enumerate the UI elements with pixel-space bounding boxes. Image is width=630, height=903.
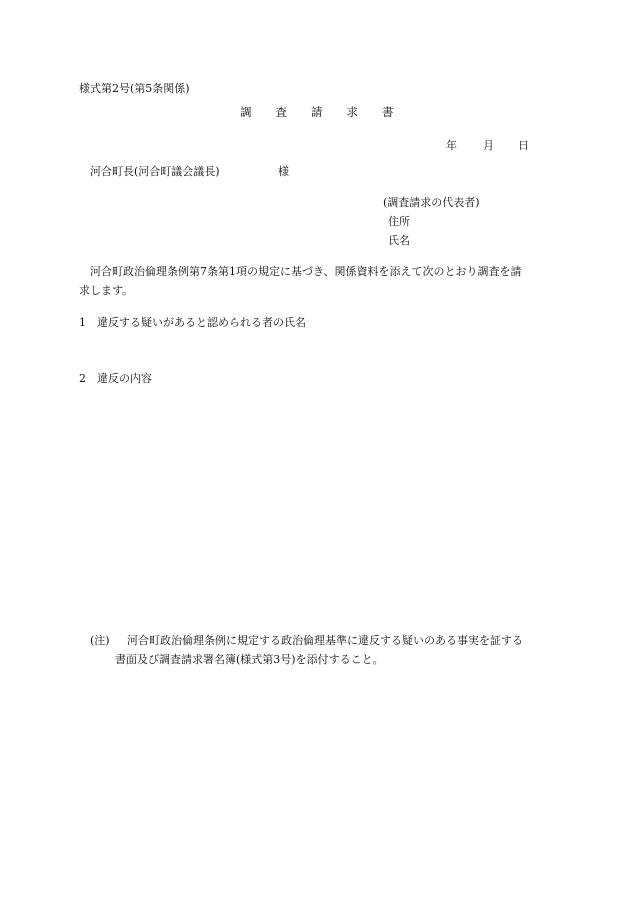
name-label: 氏名 <box>388 234 410 247</box>
address-label: 住所 <box>388 215 410 228</box>
date-year-label: 年 <box>446 139 457 152</box>
item-number: 2 <box>79 372 86 385</box>
item-label: 違反する疑いがあると認められる者の氏名 <box>97 316 306 329</box>
note-line2: 書面及び調査請求署名簿(様式第3号)を添付すること。 <box>115 653 384 666</box>
representative-heading: (調査請求の代表者) <box>383 196 480 209</box>
honorific: 様 <box>278 165 289 178</box>
item-label: 違反の内容 <box>97 372 152 385</box>
note-line1: 河合町政治倫理条例に規定する政治倫理基準に違反する疑いのある事実を証する <box>127 634 523 647</box>
request-text-line1: 河合町政治倫理条例第7条第1項の規定に基づき、関係資料を添えて次のとおり調査を請 <box>90 265 522 278</box>
page-title: 調査請求書 <box>240 105 418 119</box>
note-marker: (注) <box>90 634 110 647</box>
addressee: 河合町長(河合町議会議長) <box>90 165 220 178</box>
request-text-line2: 求します。 <box>79 284 134 297</box>
date-day-label: 日 <box>518 139 529 152</box>
date-month-label: 月 <box>483 139 494 152</box>
form-number: 様式第2号(第5条関係) <box>79 82 190 95</box>
item-number: 1 <box>79 316 86 329</box>
